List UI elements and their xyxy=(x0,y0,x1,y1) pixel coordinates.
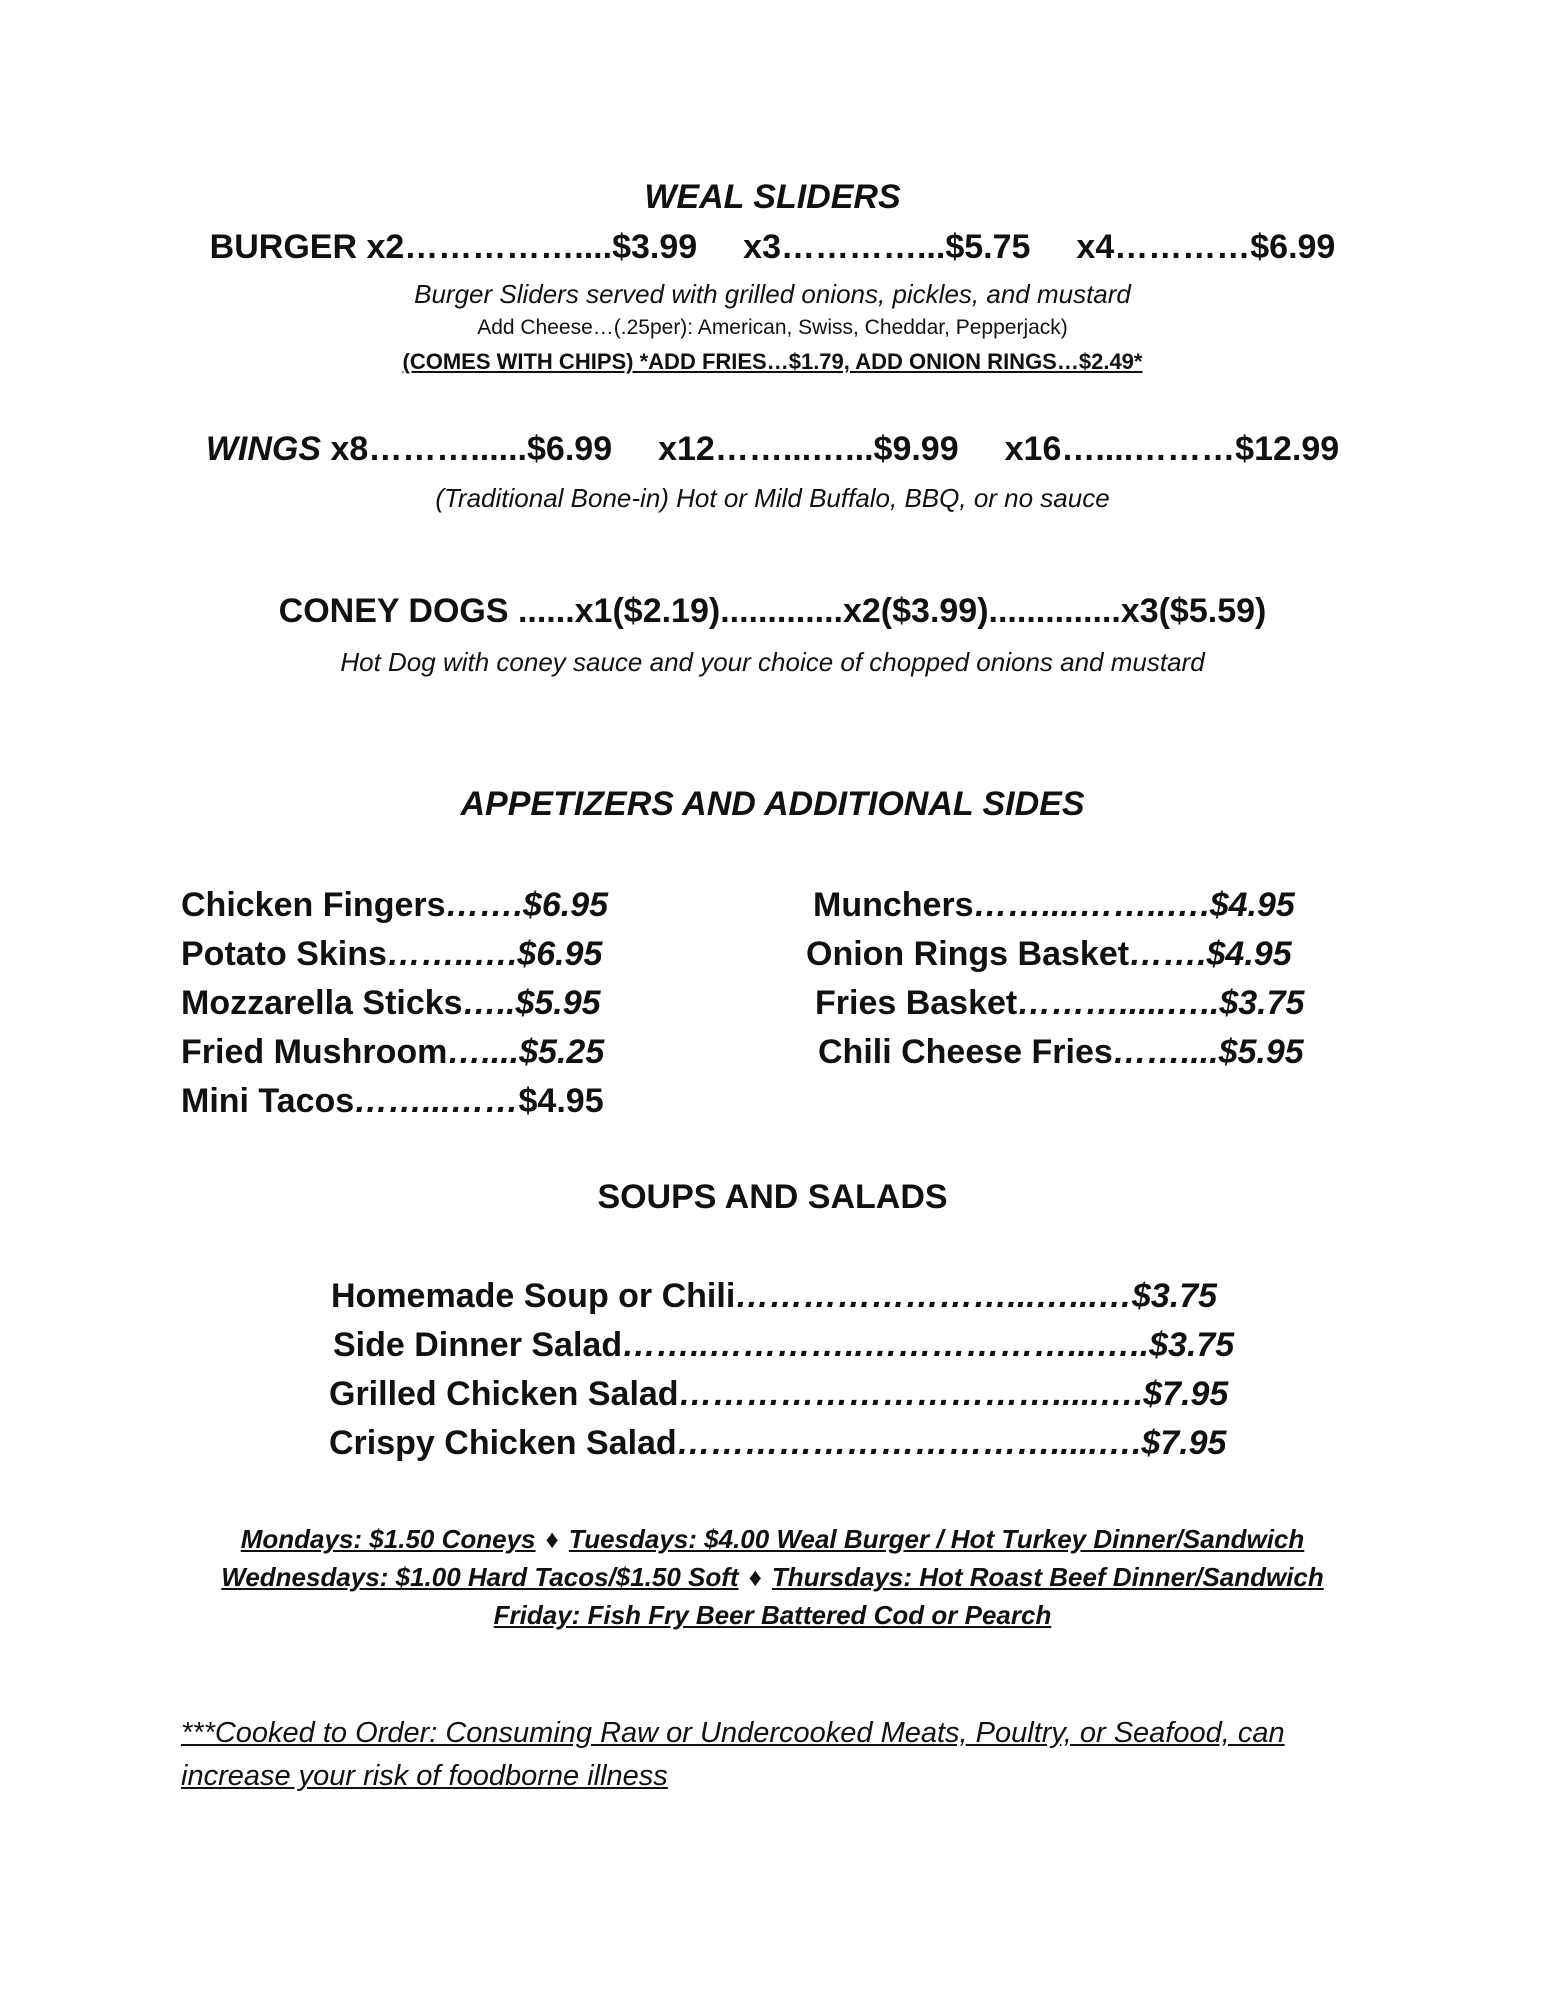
item-price: $4.95 xyxy=(518,1082,604,1120)
wings-price-x12: $9.99 xyxy=(873,430,959,468)
wings-dots-2: ……...…... xyxy=(714,430,874,468)
specials-line-3 xyxy=(0,1596,1545,1634)
appetizers-title: APPETIZERS AND ADDITIONAL SIDES xyxy=(460,785,1085,823)
item-price: $6.95 xyxy=(517,935,603,973)
menu-item xyxy=(181,1032,604,1072)
item-name: Chili Cheese Fries xyxy=(818,1033,1113,1071)
item-name: Munchers xyxy=(813,886,974,924)
coney-price-line: CONEY DOGS ......x1($2.19).............x2($3.99)..............x3($5.59) xyxy=(278,592,1267,630)
item-dots: ……..…. xyxy=(386,935,518,973)
special-thursday: Thursdays: Hot Roast Beef Dinner/Sandwich xyxy=(771,1562,1324,1592)
item-dots: …………………………….....…. xyxy=(676,1424,1142,1462)
item-name: Mozzarella Sticks xyxy=(181,984,463,1022)
diamond-icon: ♦ xyxy=(545,1524,559,1554)
burger-price-line xyxy=(0,228,1545,267)
burger-x4-label: x4 xyxy=(1076,228,1115,266)
coney-description: Hot Dog with coney sauce and your choice of chopped onions and mustard xyxy=(340,647,1205,677)
burger-dots-2: …………... xyxy=(780,228,946,266)
chips-note: (COMES WITH CHIPS) *ADD FRIES…$1.79, ADD ONION RINGS…$2.49* xyxy=(402,349,1143,374)
menu-item xyxy=(329,1374,1228,1414)
item-name: Fried Mushroom xyxy=(181,1033,448,1071)
wings-description: (Traditional Bone-in) Hot or Mild Buffalo, BBQ, or no sauce xyxy=(435,483,1110,513)
burger-dots-3: ………… xyxy=(1114,228,1251,266)
item-name: Fries Basket xyxy=(815,984,1018,1022)
special-monday: Mondays: $1.50 Coneys xyxy=(240,1524,536,1554)
item-name: Chicken Fingers xyxy=(181,886,446,924)
wings-price-line xyxy=(0,430,1545,469)
menu-item xyxy=(813,885,1295,925)
burger-price-x3: $5.75 xyxy=(945,228,1031,266)
soups-title: SOUPS AND SALADS xyxy=(597,1178,948,1216)
wings-dots-1: ………...... xyxy=(368,430,528,468)
item-dots: ……….....….. xyxy=(1017,984,1220,1022)
item-dots: ……...…… xyxy=(354,1082,519,1120)
item-dots: ….... xyxy=(447,1033,520,1071)
sliders-description: Burger Sliders served with grilled onions, pickles, and mustard xyxy=(414,279,1131,309)
wings-x12-label: x12 xyxy=(658,430,715,468)
burger-price-x4: $6.99 xyxy=(1250,228,1336,266)
menu-item xyxy=(333,1325,1234,1365)
item-price: $3.75 xyxy=(1131,1277,1218,1315)
item-dots: ……....……..…. xyxy=(973,886,1210,924)
item-name: Onion Rings Basket xyxy=(806,935,1130,973)
specials-line-1 xyxy=(0,1520,1545,1558)
menu-item xyxy=(181,885,608,925)
item-price: $5.95 xyxy=(515,984,601,1022)
burger-dots-1: …………….... xyxy=(404,228,613,266)
food-safety-notice: ***Cooked to Order: Consuming Raw or Undercooked Meats, Poultry, or Seafood, can increase your risk of foodborne illness xyxy=(181,1717,1285,1792)
item-dots: …….... xyxy=(1112,1033,1219,1071)
item-price: $7.95 xyxy=(1143,1375,1229,1413)
item-name: Potato Skins xyxy=(181,935,387,973)
menu-item xyxy=(181,934,602,974)
item-name: Crispy Chicken Salad xyxy=(329,1424,677,1462)
menu-item xyxy=(181,1081,604,1121)
item-dots: ……………………...…...… xyxy=(735,1277,1132,1315)
menu-item xyxy=(329,1423,1226,1463)
item-name: Side Dinner Salad xyxy=(333,1326,623,1364)
burger-price-x2: $3.99 xyxy=(612,228,698,266)
item-price: $3.75 xyxy=(1149,1326,1235,1364)
special-friday: Friday: Fish Fry Beer Battered Cod or Pearch xyxy=(493,1600,1052,1630)
wings-price-x16: $12.99 xyxy=(1235,430,1340,468)
item-dots: ……..…………..………………...….. xyxy=(622,1326,1150,1364)
item-name: Grilled Chicken Salad xyxy=(329,1375,679,1413)
item-dots: ……. xyxy=(1129,935,1207,973)
diamond-icon: ♦ xyxy=(748,1562,762,1592)
item-price: $6.95 xyxy=(522,886,609,924)
burger-x3-label: x3 xyxy=(743,228,781,266)
special-wednesday: Wednesdays: $1.00 Hard Tacos/$1.50 Soft xyxy=(221,1562,739,1592)
item-price: $5.25 xyxy=(519,1033,605,1071)
wings-price-x8: $6.99 xyxy=(527,430,613,468)
specials-line-2 xyxy=(0,1558,1545,1596)
item-name: Homemade Soup or Chili xyxy=(331,1277,736,1315)
item-price: $4.95 xyxy=(1206,935,1292,973)
item-dots: ……. xyxy=(445,886,523,924)
item-price: $3.75 xyxy=(1219,984,1305,1022)
menu-item xyxy=(818,1032,1304,1072)
wings-label: WINGS xyxy=(205,430,322,468)
wings-x16-label: x16 xyxy=(1004,430,1062,468)
daily-specials xyxy=(0,1520,1545,1634)
item-price: $4.95 xyxy=(1209,886,1295,924)
add-cheese-note: Add Cheese…(.25per): American, Swiss, Cheddar, Pepperjack) xyxy=(477,316,1068,339)
item-name: Mini Tacos xyxy=(181,1082,355,1120)
menu-item xyxy=(181,983,601,1023)
menu-item xyxy=(806,934,1292,974)
item-dots: …………………………….....…. xyxy=(678,1375,1144,1413)
menu-item xyxy=(331,1276,1217,1316)
menu-item xyxy=(815,983,1304,1023)
item-price: $5.95 xyxy=(1218,1033,1304,1071)
wings-dots-3: …....……… xyxy=(1061,430,1236,468)
item-price: $7.95 xyxy=(1141,1424,1227,1462)
sliders-title: WEAL SLIDERS xyxy=(644,178,901,216)
burger-label: BURGER x2 xyxy=(209,228,405,266)
wings-x8-label: x8 xyxy=(330,430,369,468)
special-tuesday: Tuesdays: $4.00 Weal Burger / Hot Turkey Dinner/Sandwich xyxy=(568,1524,1305,1554)
item-dots: ….. xyxy=(462,984,516,1022)
